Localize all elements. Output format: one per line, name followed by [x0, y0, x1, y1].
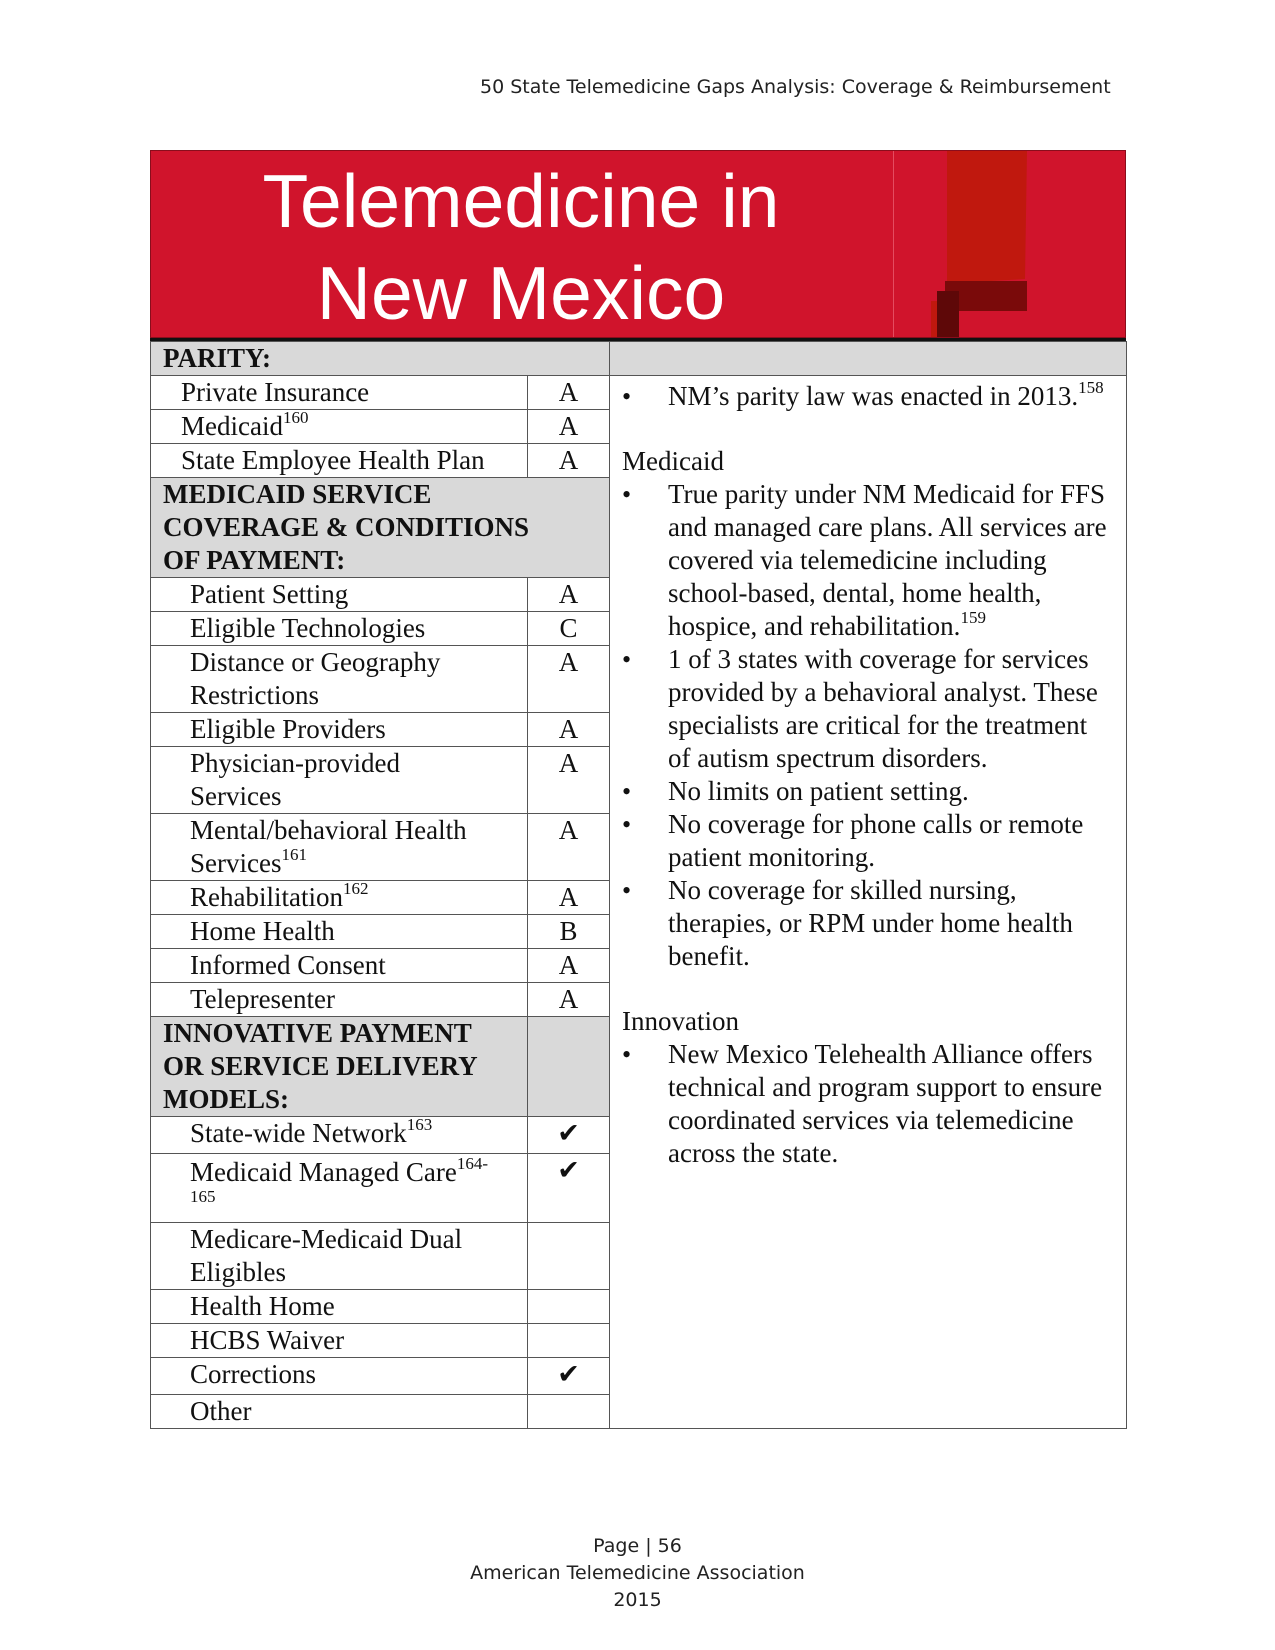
grade-cell: A — [528, 444, 610, 478]
row-label: Medicare-Medicaid Dual Eligibles — [151, 1223, 528, 1290]
title-banner — [150, 150, 1126, 338]
title-line-2: New Mexico — [316, 251, 726, 335]
page-title — [151, 155, 891, 339]
row-label: Patient Setting — [151, 578, 528, 612]
heading-blank-cell — [528, 1017, 610, 1117]
row-label: Corrections — [151, 1358, 528, 1395]
grade-cell: A — [528, 949, 610, 983]
notes-header-blank — [610, 342, 1127, 376]
parity-notes — [622, 380, 1110, 413]
notes-column — [610, 376, 1127, 1429]
row-label: Private Insurance — [151, 376, 528, 410]
row-label: State-wide Network$^{163}$ — [151, 1117, 528, 1154]
table-row — [151, 376, 1127, 410]
bullet-item: • No limits on patient setting. — [622, 775, 1110, 808]
check-cell — [528, 1324, 610, 1358]
parity-heading-row — [151, 342, 1127, 376]
innovation-notes-heading: Innovation — [622, 1006, 739, 1036]
map-shadow-2 — [937, 291, 959, 337]
checkmark-icon: ✔ — [528, 1117, 610, 1154]
bullet-item: • True parity under NM Medicaid for FFS and managed care plans. All services are covered via telemedicine including school-based, dental, home health, hospice, and rehabilitation.$^{159}$ — [622, 478, 1110, 643]
bullet-item: • NM’s parity law was enacted in 2013.$^{158}$ — [622, 380, 1110, 413]
banner-divider — [893, 151, 894, 337]
checkmark-icon: ✔ — [528, 1358, 610, 1395]
row-label: Home Health — [151, 915, 528, 949]
check-cell — [528, 1290, 610, 1324]
grade-cell: A — [528, 814, 610, 881]
grade-cell: A — [528, 376, 610, 410]
new-mexico-map-icon — [931, 151, 1081, 337]
title-line-1: Telemedicine in — [262, 159, 780, 243]
row-label: Telepresenter — [151, 983, 528, 1017]
row-label: Medicaid$^{160}$ — [151, 410, 528, 444]
running-header: 50 State Telemedicine Gaps Analysis: Coverage & Reimbursement — [480, 76, 1111, 98]
footer-year: 2015 — [613, 1589, 662, 1611]
row-label: State Employee Health Plan — [151, 444, 528, 478]
footer-org: American Telemedicine Association — [470, 1562, 805, 1584]
row-label: Eligible Technologies — [151, 612, 528, 646]
grade-cell: A — [528, 983, 610, 1017]
medicaid-heading: MEDICAID SERVICE COVERAGE & CONDITIONS OF PAYMENT: — [151, 478, 610, 578]
grade-cell: A — [528, 410, 610, 444]
grade-cell: A — [528, 713, 610, 747]
check-cell — [528, 1223, 610, 1290]
parity-heading: PARITY: — [151, 342, 610, 376]
row-label: Mental/behavioral Health Services$^{161}$ — [151, 814, 528, 881]
innovative-heading: INNOVATIVE PAYMENT OR SERVICE DELIVERY MODELS: — [151, 1017, 528, 1117]
bullet-item: • New Mexico Telehealth Alliance offers technical and program support to ensure coordinated services via telemedicine across the state. — [622, 1038, 1110, 1170]
coverage-table — [150, 341, 1127, 1429]
innovation-notes — [622, 1038, 1110, 1170]
row-label: Other — [151, 1395, 528, 1429]
check-cell — [528, 1395, 610, 1429]
grade-cell: A — [528, 881, 610, 915]
grade-cell: A — [528, 747, 610, 814]
row-label: Health Home — [151, 1290, 528, 1324]
row-label: Medicaid Managed Care$^{164-}$ 165 — [151, 1154, 528, 1223]
grade-cell: A — [528, 578, 610, 612]
row-label: Eligible Providers — [151, 713, 528, 747]
medicaid-notes-heading: Medicaid — [622, 446, 724, 476]
bullet-item: • 1 of 3 states with coverage for services provided by a behavioral analyst. These specialists are critical for the treatment of autism spectrum disorders. — [622, 643, 1110, 775]
row-label: HCBS Waiver — [151, 1324, 528, 1358]
bullet-item: • No coverage for skilled nursing, therapies, or RPM under home health benefit. — [622, 874, 1110, 973]
checkmark-icon: ✔ — [528, 1154, 610, 1223]
footer-page-number: Page | 56 — [593, 1535, 682, 1557]
grade-cell: C — [528, 612, 610, 646]
medicaid-notes — [622, 478, 1110, 973]
bullet-item: • No coverage for phone calls or remote patient monitoring. — [622, 808, 1110, 874]
row-label: Physician-provided Services — [151, 747, 528, 814]
grade-cell: A — [528, 646, 610, 713]
row-label: Rehabilitation$^{162}$ — [151, 881, 528, 915]
row-label: Distance or Geography Restrictions — [151, 646, 528, 713]
grade-cell: B — [528, 915, 610, 949]
row-label: Informed Consent — [151, 949, 528, 983]
